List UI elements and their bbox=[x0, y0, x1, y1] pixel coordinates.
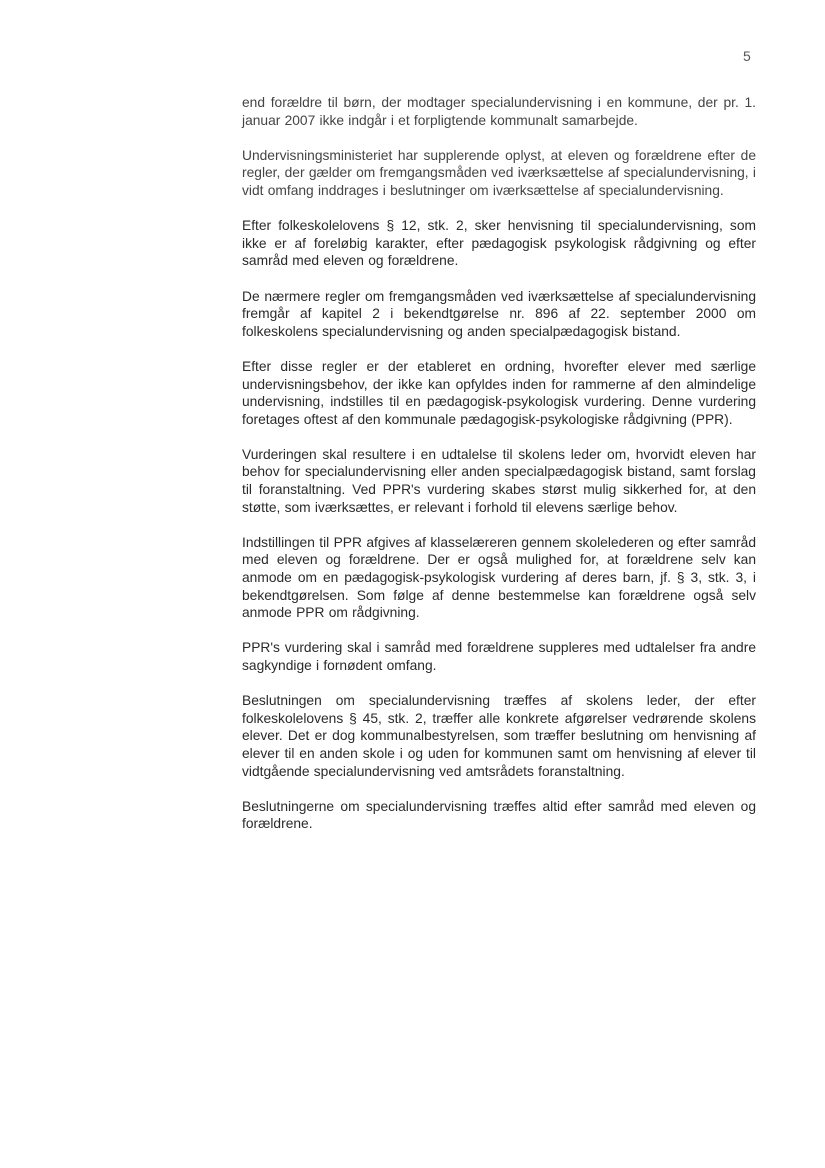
paragraph-3: Efter folkeskolelovens § 12, stk. 2, sker henvisning til specialundervisning, som ikke er af foreløbig karakter, efter pædagogisk psykologisk rådgivning og efter samråd med eleven og forældrene. bbox=[242, 218, 756, 269]
page-number: 5 bbox=[743, 48, 751, 64]
paragraph-5: Efter disse regler er der etableret en ordning, hvorefter elever med særlige undervisningsbehov, der ikke kan opfyldes inden for rammerne af den almindelige undervisning, indstilles til en pædagogisk-psykologisk vurdering. Denne vurdering foretages oftest af den kommunale pædagogisk-psykologiske rådgivning (PPR). bbox=[242, 358, 756, 427]
paragraph-10: Beslutningerne om specialundervisning træffes altid efter samråd med eleven og forældrene. bbox=[242, 798, 756, 832]
paragraph-9: Beslutningen om specialundervisning træffes af skolens leder, der efter folkeskolelovens § 45, stk. 2, træffer alle konkrete afgørelser vedrørende skolens elever. Det er dog kommunalbestyrelsen, som træffer beslutning om henvisning af elever til en anden skole i og uden for kommunen samt om henvisning af elever til vidtgående specialundervisning ved amtsrådets foranstaltning. bbox=[242, 693, 756, 779]
paragraph-8: PPR's vurdering skal i samråd med forældrene suppleres med udtalelser fra andre sagkyndige i fornødent omfang. bbox=[242, 640, 756, 673]
paragraph-4: De nærmere regler om fremgangsmåden ved iværksættelse af specialundervisning fremgår af kapitel 2 i bekendtgørelse nr. 896 af 22. september 2000 om folkeskolens specialundervisning og anden specialpædagogisk bistand. bbox=[242, 288, 756, 339]
paragraph-1: end forældre til børn, der modtager specialundervisning i en kommune, der pr. 1. januar 2007 ikke indgår i et forpligtende kommunalt samarbejde. bbox=[242, 95, 756, 128]
paragraph-6: Vurderingen skal resultere i en udtalelse til skolens leder om, hvorvidt eleven har behov for specialundervisning eller anden specialpædagogisk bistand, samt forslag til foranstaltning. Ved PPR's vurdering skabes størst mulig sikkerhed for, at den støtte, som iværksættes, er relevant i forhold til elevens særlige behov. bbox=[242, 446, 756, 515]
paragraph-7: Indstillingen til PPR afgives af klasselæreren gennem skolelederen og efter samråd med eleven og forældrene. Der er også mulighed for, at forældrene selv kan anmode om en pædagogisk-psykologisk vurdering af deres barn, jf. § 3, stk. 3, i bekendtgørelsen. Som følge af denne bestemmelse kan forældrene også selv anmode PPR om rådgivning. bbox=[242, 534, 756, 621]
paragraph-2: Undervisningsministeriet har supplerende oplyst, at eleven og forældrene efter de regler, der gælder om fremgangsmåden ved iværksættelse af specialundervisning, i vidt omfang inddrages i beslutninger om iværksættelse af specialundervisning. bbox=[242, 147, 756, 198]
document-body bbox=[242, 94, 756, 851]
